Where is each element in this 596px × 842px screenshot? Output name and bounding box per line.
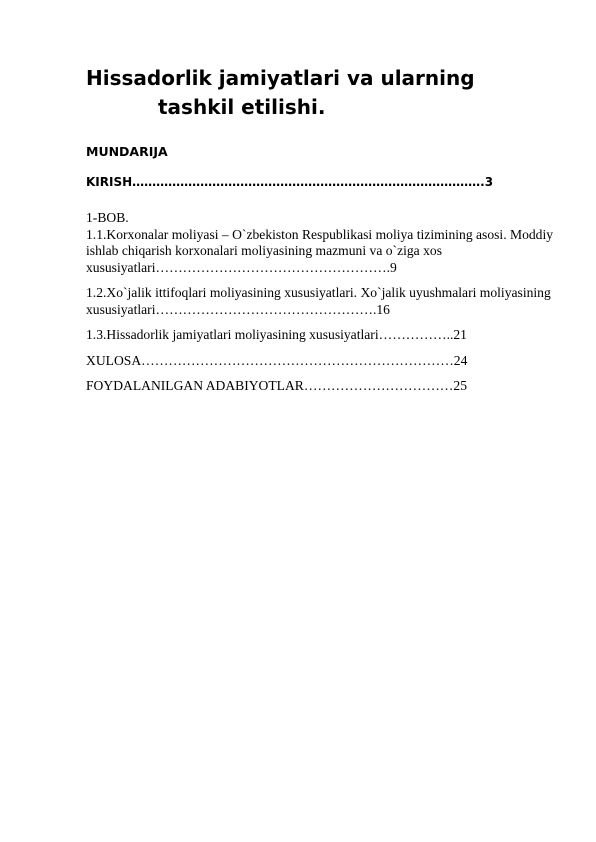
toc-entry-intro: KIRISH…………………………………………………………………………….3 (86, 175, 494, 189)
toc-entry: 1.3.Hissadorlik jamiyatlari moliyasining xususiyatlari……………..21 (86, 327, 467, 342)
toc-entry: XULOSA……………………………………………………………24 (86, 352, 468, 368)
title-line-2: tashkil etilishi. (158, 95, 326, 119)
document-title (86, 64, 556, 122)
title-line-1: Hissadorlik jamiyatlari va ularning (86, 66, 475, 90)
table-of-contents (86, 210, 556, 395)
toc-entry: FOYDALANILGAN ADABIYOTLAR……………………………25 (86, 378, 467, 393)
toc-entry: 1.2.Xo`jalik ittifoqlari moliyasining xususiyatlari. Xo`jalik uyushmalari moliyasining xususiyatlari………………………………………….16 (86, 285, 551, 317)
chapter-label: 1-BOB. (86, 210, 129, 225)
contents-heading: MUNDARIJA (86, 144, 168, 159)
toc-entry: 1.1.Korxonalar moliyasi – O`zbekiston Respublikasi moliya tizimining asosi. Moddiy ishlab chiqarish korxonalari moliyasining mazmuni va o`ziga xos xususiyatlari…………………………………………….9 (86, 226, 554, 275)
